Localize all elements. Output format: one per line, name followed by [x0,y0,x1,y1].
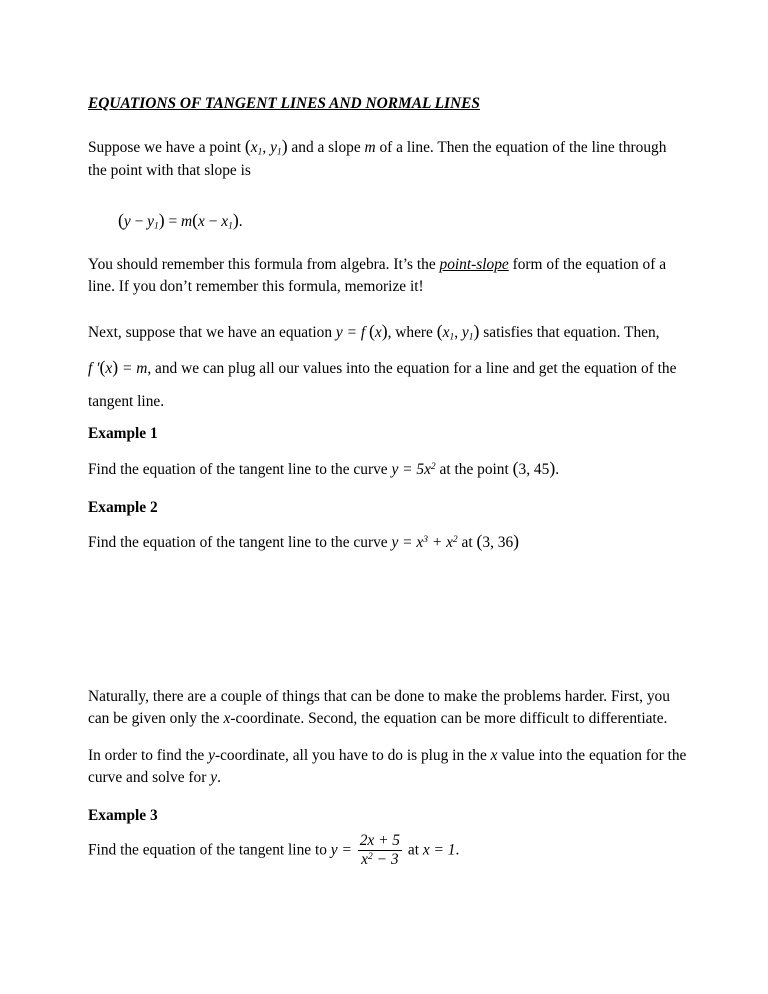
point-notation: ($x_1$, $y_1$) [244,136,288,158]
example-1-problem: Find the equation of the tangent line to the curve $y = 5x^2$ at the point (3, 45). [88,458,560,478]
fraction: $\frac{2x + 5}{x^2 - 3}$ [359,832,401,869]
remember-paragraph: You should remember this formula from algebra. It’s the point-slope form of the equation of a line. If you don’t remember this formula, memorize it! [88,256,667,296]
example-3-label: Example 3 [88,807,158,824]
harder-paragraph: Naturally, there are a couple of things that can be done to make the problems harder. First, you can be given only the x-coordinate. Second, the equation can be more difficult to differentiate. [88,688,670,728]
find-y-paragraph: In order to find the y-coordinate, all you have to do is plug in the x value into the equation for the curve and solve for y. [88,747,687,787]
example-1-label: Example 1 [88,425,158,442]
point-slope-formula: $(y - y_1) = m(x - x_1)$. [118,210,243,232]
example-2-problem: Find the equation of the tangent line to the curve $y = x^3 + x^2$ at (3, 36) [88,531,520,551]
page-title: EQUATIONS OF TANGENT LINES AND NORMAL LINES [88,95,480,112]
next-paragraph: Next, suppose that we have an equation y = f (x), where ($x_1$, $y_1$) satisfies that equation. Then, f ′(x) = m, and we can plug all our values into the equation for a line and get the equation of the tangent line. [88,321,677,410]
point-notation-2: ($x_1$, $y_1$) [436,321,480,343]
intro-line2: the point with that slope is [88,161,251,179]
intro-text-b: and a slope [287,139,365,156]
point-slope-emphasis: point-slope [439,256,509,273]
intro-paragraph [88,134,688,182]
function-equation: y = f (x) [335,321,388,341]
slope-variable: m [364,139,376,156]
intro-text-c: of a line. Then the equation of the line through [375,139,667,156]
derivative-equation: f ′(x) = m [88,357,148,378]
intro-text-a: Suppose we have a point [88,139,245,156]
example-3-problem: Find the equation of the tangent line to y = $\frac{2x + 5}{x^2 - 3}$ at x = 1. [88,832,460,869]
example-2-label: Example 2 [88,499,158,516]
